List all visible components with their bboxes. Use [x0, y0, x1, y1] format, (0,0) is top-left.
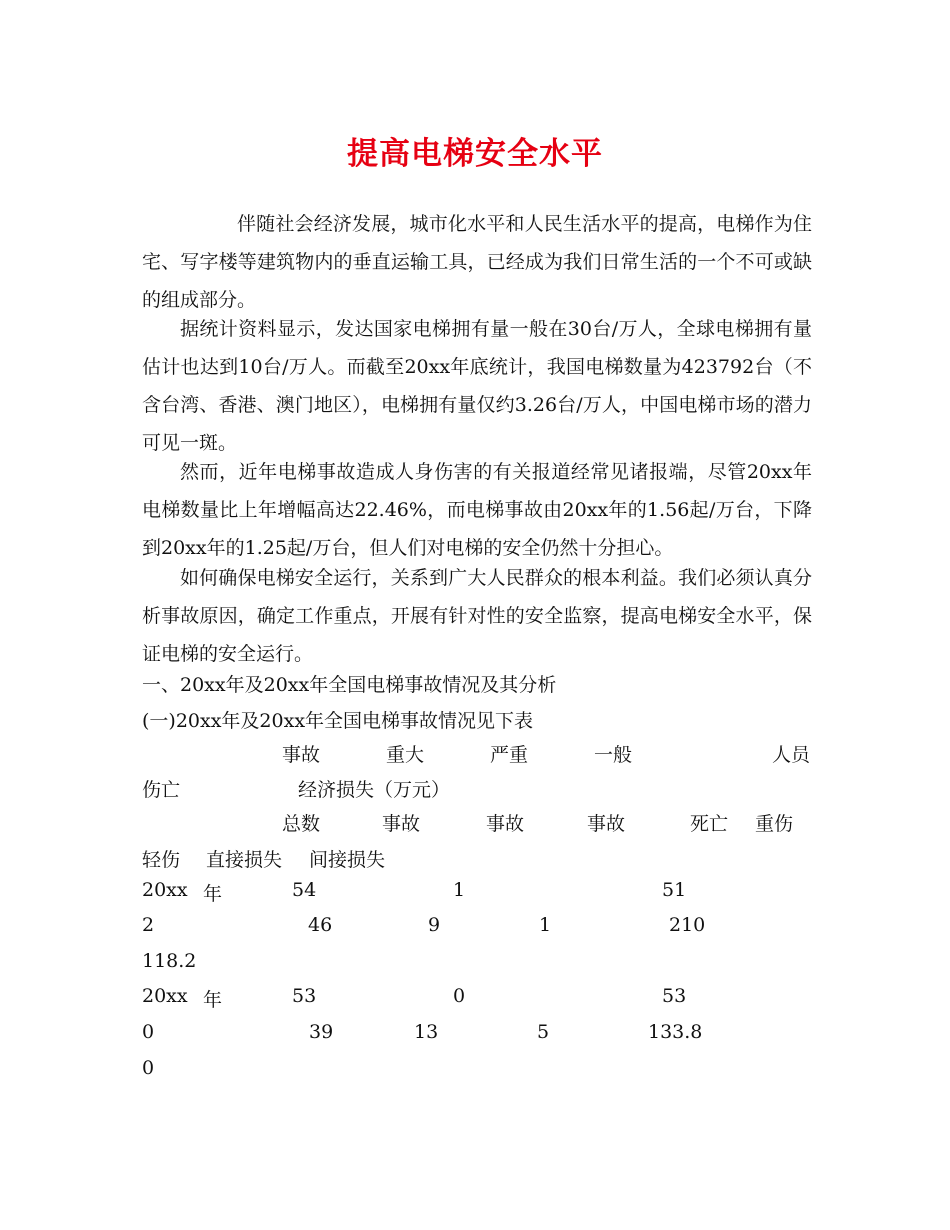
table-cell: 53: [292, 985, 317, 1007]
document-title: 提高电梯安全水平: [347, 136, 603, 172]
table-header-cell: 总数: [282, 813, 321, 835]
table-header-cell: 死亡: [690, 813, 729, 835]
section-heading: 一、20xx年及20xx年全国电梯事故情况及其分析: [142, 674, 557, 696]
table-cell: 20xx: [142, 879, 188, 901]
sub-heading: (一)20xx年及20xx年全国电梯事故情况见下表: [142, 710, 534, 732]
table-cell: 133.8: [648, 1021, 703, 1043]
table-cell: 51: [662, 879, 687, 901]
table-cell: 0: [453, 985, 466, 1007]
table-header-cell: 事故: [282, 744, 321, 766]
table-header-cell: 严重: [490, 744, 529, 766]
paragraph-2: 据统计资料显示，发达国家电梯拥有量一般在30台/万人，全球电梯拥有量估计也达到10台/万人。而截至20xx年底统计，我国电梯数量为423792台（不含台湾、香港、澳门地区），电梯拥有量仅约3.26台/万人，中国电梯市场的潜力可见一斑。: [142, 318, 812, 454]
table-header-cell: 事故: [486, 813, 525, 835]
table-cell: 年: [203, 883, 223, 905]
table-cell: 5: [537, 1021, 550, 1043]
table-header-cell: 重伤: [755, 813, 794, 835]
paragraph-4: 如何确保电梯安全运行，关系到广大人民群众的根本利益。我们必须认真分析事故原因，确定工作重点，开展有针对性的安全监察，提高电梯安全水平，保证电梯的安全运行。: [142, 567, 812, 665]
table-cell: 2: [142, 914, 155, 936]
table-header-cell: 伤亡: [142, 779, 181, 801]
table-cell: 46: [308, 914, 333, 936]
table-header-cell: 重大: [386, 744, 425, 766]
table-cell: 210: [669, 914, 706, 936]
table-cell: 39: [309, 1021, 334, 1043]
table-header-cell: 经济损失（万元）: [298, 779, 451, 801]
table-cell: 1: [453, 879, 466, 901]
table-header-cell: 一般: [594, 744, 633, 766]
table-cell: 1: [539, 914, 552, 936]
table-header-cell: 人员: [772, 744, 811, 766]
paragraph-1: 伴随社会经济发展，城市化水平和人民生活水平的提高，电梯作为住宅、写字楼等建筑物内的垂直运输工具，已经成为我们日常生活的一个不可或缺的组成部分。: [142, 213, 812, 311]
table-cell: 118.2: [142, 950, 197, 972]
table-header-cell: 直接损失: [206, 849, 283, 871]
table-header-cell: 事故: [382, 813, 421, 835]
table-cell: 53: [662, 985, 687, 1007]
table-cell: 20xx: [142, 985, 188, 1007]
table-cell: 9: [428, 914, 441, 936]
table-header-cell: 事故: [587, 813, 626, 835]
table-cell: 0: [142, 1021, 155, 1043]
table-cell: 0: [142, 1057, 155, 1079]
table-cell: 13: [414, 1021, 439, 1043]
table-header-cell: 间接损失: [309, 849, 386, 871]
table-cell: 54: [292, 879, 317, 901]
paragraph-3: 然而，近年电梯事故造成人身伤害的有关报道经常见诸报端，尽管20xx年电梯数量比上年增幅高达22.46%，而电梯事故由20xx年的1.56起/万台，下降到20xx年的1.25起/万台，但人们对电梯的安全仍然十分担心。: [142, 461, 812, 559]
table-header-cell: 轻伤: [142, 849, 181, 871]
table-cell: 年: [203, 989, 223, 1011]
